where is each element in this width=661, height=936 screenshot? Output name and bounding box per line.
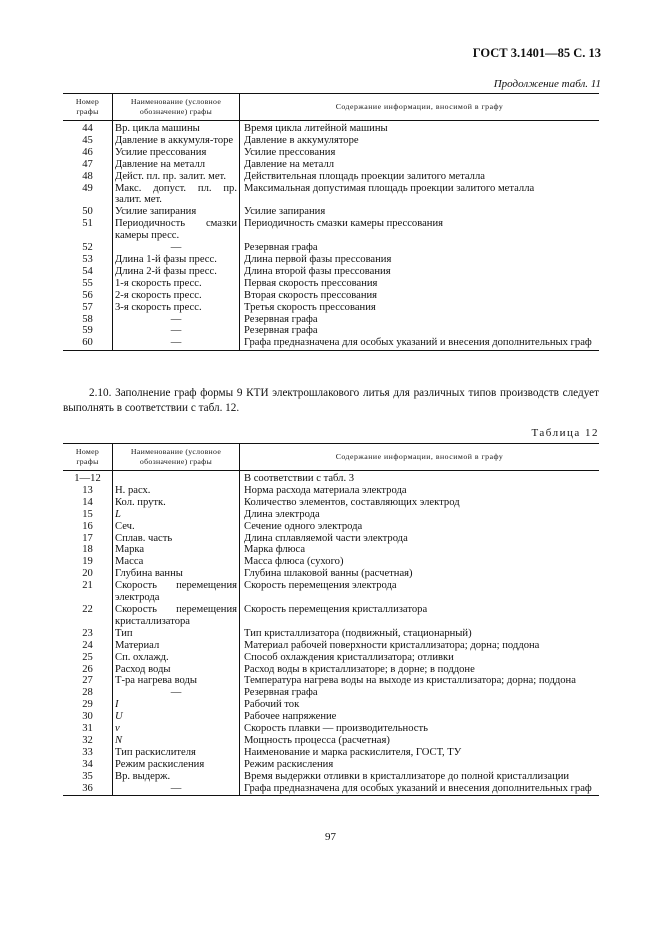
row-number: 30 <box>82 711 93 723</box>
row-content: Резервная графа <box>244 313 318 325</box>
row-number: 49 <box>82 182 93 194</box>
row-name: Длина 1-й фазы пресс. <box>113 254 240 266</box>
row-number: 33 <box>82 746 93 758</box>
table-row <box>63 687 599 699</box>
row-name: — <box>113 783 240 796</box>
row-name: Дейст. пл. пр. залит. мет. <box>113 171 240 183</box>
table-row <box>63 218 599 242</box>
table-row <box>63 675 599 687</box>
row-content: Сечение одного электрода <box>244 520 363 532</box>
row-number: 17 <box>82 532 93 544</box>
row-name: 3-я скорость пресс. <box>113 302 240 314</box>
row-name: v <box>113 723 240 735</box>
row-content: Давление в аккумуляторе <box>244 134 359 146</box>
row-number: 28 <box>82 687 93 699</box>
row-number: 31 <box>82 723 93 735</box>
row-number: 24 <box>82 639 93 651</box>
row-number: 32 <box>82 734 93 746</box>
row-content: Способ охлаждения кристаллизатора; отливки <box>244 651 454 663</box>
table-row <box>63 135 599 147</box>
row-content: Количество элементов, составляющих электрод <box>244 496 460 508</box>
row-content: Графа предназначена для особых указаний и внесения дополнительных граф <box>240 337 600 350</box>
table-row <box>63 290 599 302</box>
row-name: Сплав. часть <box>113 533 240 545</box>
paragraph-2-10: 2.10. Заполнение граф формы 9 КТИ электрошлакового литья для различных типов производств следует выполнять в соответствии с табл. 12. <box>63 387 599 414</box>
row-content: Наименование и марка раскислителя, ГОСТ, ТУ <box>244 746 462 758</box>
row-name: Тип <box>113 628 240 640</box>
row-name: Макс. допуст. пл. пр. залит. мет. <box>113 183 240 207</box>
table-row <box>63 471 599 485</box>
table-row <box>63 580 599 604</box>
table-12-caption: Таблица 12 <box>531 427 599 439</box>
table-header-row <box>63 94 599 121</box>
row-content: Резервная графа <box>244 242 318 254</box>
row-number: 25 <box>82 651 93 663</box>
row-name: Сеч. <box>113 521 240 533</box>
row-name: L <box>113 509 240 521</box>
row-number: 53 <box>82 253 93 265</box>
row-number: 15 <box>82 508 93 520</box>
row-name: N <box>113 735 240 747</box>
row-content: Марка флюса <box>244 544 306 556</box>
row-content: Длина электрода <box>244 508 320 520</box>
row-name: 1-я скорость пресс. <box>113 278 240 290</box>
table-row <box>63 556 599 568</box>
row-number: 50 <box>82 206 93 218</box>
row-name: Вр. цикла машины <box>113 121 240 135</box>
row-number: 14 <box>82 496 93 508</box>
table-row <box>63 171 599 183</box>
row-content: Режим раскисления <box>244 758 334 770</box>
row-number: 48 <box>82 170 93 182</box>
row-content: Действительная площадь проекции залитого металла <box>244 170 485 182</box>
table-row <box>63 723 599 735</box>
row-content: Скорость плавки — производительность <box>244 723 428 735</box>
table-row <box>63 147 599 159</box>
row-content: Тип кристаллизатора (подвижный, стационарный) <box>244 627 472 639</box>
row-number: 57 <box>82 301 93 313</box>
row-content: Длина сплавляемой части электрода <box>244 532 408 544</box>
table-row <box>63 497 599 509</box>
table-row <box>63 121 599 135</box>
table-row <box>63 509 599 521</box>
row-content: Температура нагрева воды на выходе из кристаллизатора; дорна; поддона <box>244 675 576 687</box>
row-content: Масса флюса (сухого) <box>244 556 344 568</box>
row-content: Скорость перемещения электрода <box>244 580 397 592</box>
table-11 <box>63 93 599 351</box>
column-header-number: Номер графы <box>63 444 113 471</box>
row-name: Периодичность смазки камеры пресс. <box>113 218 240 242</box>
row-content: Рабочее напряжение <box>244 711 337 723</box>
table-row <box>63 159 599 171</box>
table-header-row <box>63 444 599 471</box>
table-row <box>63 485 599 497</box>
table-row <box>63 759 599 771</box>
table-row <box>63 771 599 783</box>
table-row <box>63 664 599 676</box>
row-number: 13 <box>82 484 93 496</box>
table-row <box>63 521 599 533</box>
row-name: Кол. прутк. <box>113 497 240 509</box>
row-number: 59 <box>82 325 93 337</box>
row-name: Скорость перемещения электрода <box>113 580 240 604</box>
row-content: Длина первой фазы прессования <box>244 253 392 265</box>
row-content: Периодичность смазки камеры прессования <box>244 218 443 230</box>
row-name: Давление в аккумуля-торе <box>113 135 240 147</box>
row-number: 19 <box>82 556 93 568</box>
table-row <box>63 278 599 290</box>
row-content: Третья скорость прессования <box>244 301 376 313</box>
row-name: — <box>113 687 240 699</box>
row-content: Время цикла литейной машины <box>244 123 388 134</box>
row-content: Время выдержки отливки в кристаллизаторе до полной кристаллизации <box>244 770 570 782</box>
row-name: Н. расх. <box>113 485 240 497</box>
row-content: Материал рабочей поверхности кристаллизатора; дорна; поддона <box>244 639 540 651</box>
row-number: 56 <box>82 289 93 301</box>
row-number: 20 <box>82 568 93 580</box>
column-header-content: Содержание информации, вносимой в графу <box>240 94 600 121</box>
row-name: Глубина ванны <box>113 568 240 580</box>
row-name: U <box>113 711 240 723</box>
table-row <box>63 604 599 628</box>
row-number: 46 <box>82 146 93 158</box>
row-content: Максимальная допустимая площадь проекции залитого металла <box>244 182 535 194</box>
table-row <box>63 783 599 796</box>
row-name: Тип раскислителя <box>113 747 240 759</box>
column-header-name: Наименование (условное обозначение) графы <box>113 94 240 121</box>
row-number: 18 <box>82 544 93 556</box>
table-row <box>63 628 599 640</box>
column-header-number: Номер графы <box>63 94 113 121</box>
table-row <box>63 266 599 278</box>
row-name: — <box>113 242 240 254</box>
table-12 <box>63 443 599 796</box>
row-name: Масса <box>113 556 240 568</box>
row-name: Усилие прессования <box>113 147 240 159</box>
row-name: Режим раскисления <box>113 759 240 771</box>
row-name: Сп. охлажд. <box>113 652 240 664</box>
row-content: Мощность процесса (расчетная) <box>244 734 390 746</box>
table-12-body <box>63 471 599 796</box>
row-content: Вторая скорость прессования <box>244 289 378 301</box>
page-header-title: ГОСТ 3.1401—85 С. 13 <box>472 46 601 60</box>
table-row <box>63 206 599 218</box>
row-number: 1—12 <box>74 473 101 484</box>
row-name <box>113 471 240 485</box>
table-row <box>63 254 599 266</box>
row-content: Резервная графа <box>244 687 318 699</box>
row-content: Норма расхода материала электрода <box>244 484 407 496</box>
row-name: I <box>113 699 240 711</box>
table-row <box>63 544 599 556</box>
table-row <box>63 711 599 723</box>
table-row <box>63 747 599 759</box>
row-content: Давление на металл <box>244 158 335 170</box>
row-number: 29 <box>82 699 93 711</box>
row-number: 22 <box>82 603 93 615</box>
table-row <box>63 533 599 545</box>
row-number: 36 <box>63 783 113 796</box>
column-header-name: Наименование (условное обозначение) графы <box>113 444 240 471</box>
row-number: 58 <box>82 313 93 325</box>
row-content: Расход воды в кристаллизаторе; в дорне; в поддоне <box>244 663 475 675</box>
row-number: 34 <box>82 758 93 770</box>
row-name: Марка <box>113 544 240 556</box>
table-continuation-label: Продолжение табл. 11 <box>493 78 601 90</box>
row-number: 51 <box>82 218 93 230</box>
row-number: 23 <box>82 627 93 639</box>
table-row <box>63 640 599 652</box>
row-name: — <box>113 314 240 326</box>
row-number: 52 <box>82 242 93 254</box>
row-number: 16 <box>82 520 93 532</box>
table-row <box>63 242 599 254</box>
row-number: 55 <box>82 277 93 289</box>
row-content: Графа предназначена для особых указаний и внесения дополнительных граф <box>240 783 600 796</box>
row-name: Усилие запирания <box>113 206 240 218</box>
row-number: 21 <box>82 580 93 592</box>
row-content: Скорость перемещения кристаллизатора <box>244 603 428 615</box>
table-row <box>63 699 599 711</box>
row-number: 54 <box>82 265 93 277</box>
row-number: 44 <box>82 123 93 134</box>
row-content: Первая скорость прессования <box>244 277 378 289</box>
row-name: Длина 2-й фазы пресс. <box>113 266 240 278</box>
row-number: 60 <box>63 337 113 350</box>
row-name: Давление на металл <box>113 159 240 171</box>
table-row <box>63 568 599 580</box>
row-content: Рабочий ток <box>244 699 300 711</box>
row-number: 27 <box>82 675 93 687</box>
row-content: Длина второй фазы прессования <box>244 265 391 277</box>
row-name: Вр. выдерж. <box>113 771 240 783</box>
table-row <box>63 337 599 350</box>
table-11-body <box>63 121 599 351</box>
row-content: Усилие запирания <box>244 206 326 218</box>
row-number: 45 <box>82 134 93 146</box>
row-name: Расход воды <box>113 664 240 676</box>
row-content: Глубина шлаковой ванны (расчетная) <box>244 568 413 580</box>
row-name: Скорость перемещения кристаллизатора <box>113 604 240 628</box>
column-header-content: Содержание информации, вносимой в графу <box>240 444 600 471</box>
table-row <box>63 183 599 207</box>
table-row <box>63 735 599 747</box>
row-name: Материал <box>113 640 240 652</box>
row-content: Усилие прессования <box>244 146 336 158</box>
table-row <box>63 314 599 326</box>
row-content: В соответствии с табл. 3 <box>244 473 355 484</box>
row-number: 26 <box>82 663 93 675</box>
table-row <box>63 652 599 664</box>
row-name: — <box>113 325 240 337</box>
row-name: 2-я скорость пресс. <box>113 290 240 302</box>
row-name: Т-ра нагрева воды <box>113 675 240 687</box>
table-row <box>63 325 599 337</box>
row-number: 47 <box>82 158 93 170</box>
row-content: Резервная графа <box>244 325 318 337</box>
table-row <box>63 302 599 314</box>
row-number: 35 <box>82 770 93 782</box>
row-name: — <box>113 337 240 350</box>
page-number: 97 <box>325 831 336 843</box>
